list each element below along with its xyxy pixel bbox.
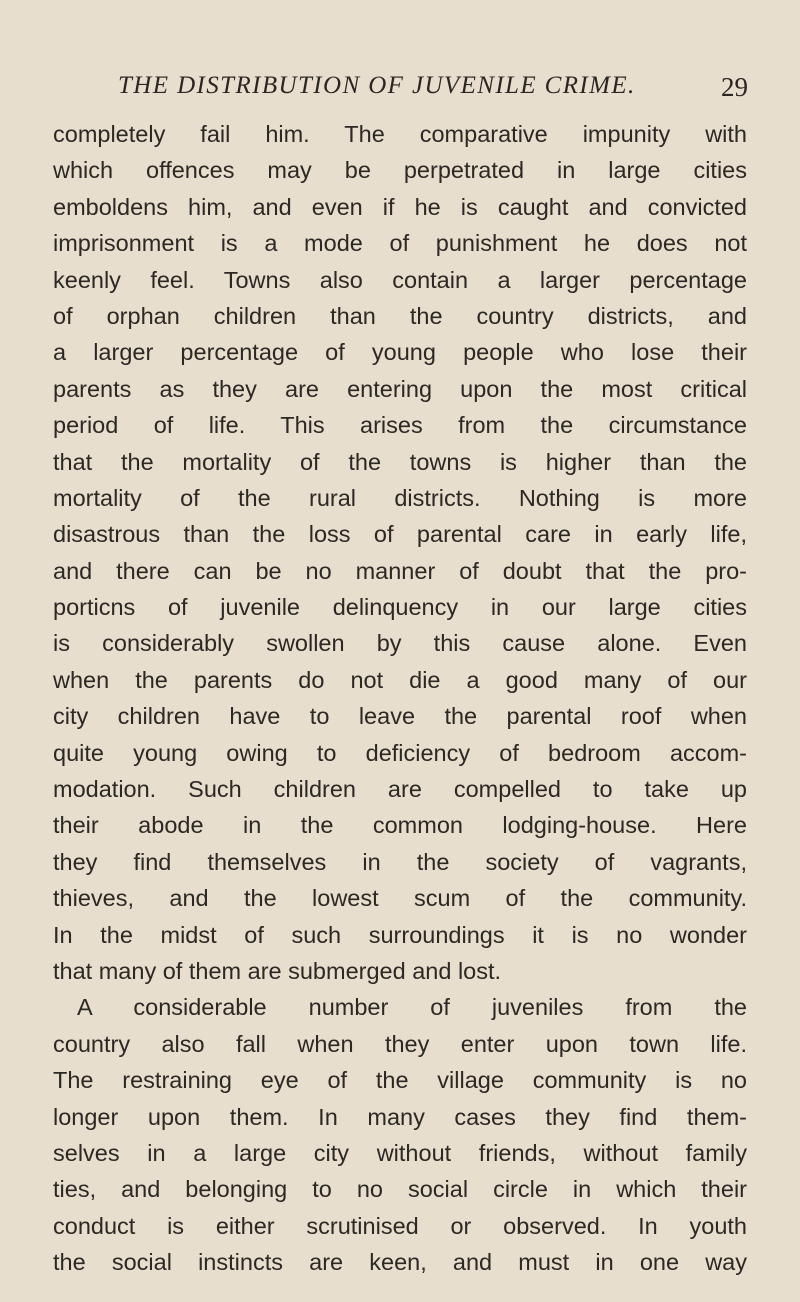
text-line: their abode in the common lodging-house. Here <box>53 812 747 839</box>
text-line: In the midst of such surroundings it is no wonder <box>53 921 747 948</box>
text-line: The restraining eye of the village community is no <box>53 1067 747 1094</box>
text-line: A considerable number of juveniles from the <box>77 994 747 1021</box>
text-line: ties, and belonging to no social circle in which their <box>53 1176 747 1203</box>
text-line: longer upon them. In many cases they find them- <box>53 1103 747 1130</box>
text-line: modation. Such children are compelled to take up <box>53 776 747 803</box>
text-line: that many of them are submerged and lost. <box>53 957 502 984</box>
text-line: period of life. This arises from the circumstance <box>53 412 747 439</box>
text-line: selves in a large city without friends, without family <box>53 1139 747 1166</box>
text-line: city children have to leave the parental roof when <box>53 703 747 730</box>
page-number: 29 <box>721 72 748 102</box>
text-line: emboldens him, and even if he is caught and convicted <box>53 193 747 220</box>
text-line: disastrous than the loss of parental care in early life, <box>53 521 747 548</box>
text-line: they find themselves in the society of vagrants, <box>53 848 747 875</box>
text-line: is considerably swollen by this cause alone. Even <box>53 630 747 657</box>
text-line: when the parents do not die a good many of our <box>53 666 747 693</box>
text-line: the social instincts are keen, and must in one way <box>53 1249 747 1276</box>
paragraph-1 <box>53 116 747 989</box>
text-line: imprisonment is a mode of punishment he does not <box>53 230 747 257</box>
text-line: thieves, and the lowest scum of the community. <box>53 885 747 912</box>
text-line: that the mortality of the towns is higher than the <box>53 448 747 475</box>
running-head <box>118 72 748 112</box>
text-line: parents as they are entering upon the most critical <box>53 375 747 402</box>
text-line: a larger percentage of young people who lose their <box>53 339 747 366</box>
text-line: quite young owing to deficiency of bedroom accom- <box>53 739 747 766</box>
text-line: which offences may be perpetrated in large cities <box>53 157 747 184</box>
text-line: mortality of the rural districts. Nothing is more <box>53 484 747 511</box>
text-line: porticns of juvenile delinquency in our large cities <box>53 594 747 621</box>
text-line: conduct is either scrutinised or observed. In youth <box>53 1212 747 1239</box>
text-line: completely fail him. The comparative impunity with <box>53 121 747 147</box>
text-line: and there can be no manner of doubt that the pro- <box>53 557 747 584</box>
body-text <box>53 116 747 1281</box>
text-line: country also fall when they enter upon town life. <box>53 1030 747 1057</box>
running-title: THE DISTRIBUTION OF JUVENILE CRIME. <box>118 72 636 99</box>
text-line: keenly feel. Towns also contain a larger percentage <box>53 266 747 293</box>
paragraph-2 <box>53 989 747 1280</box>
text-line: of orphan children than the country districts, and <box>53 302 747 329</box>
